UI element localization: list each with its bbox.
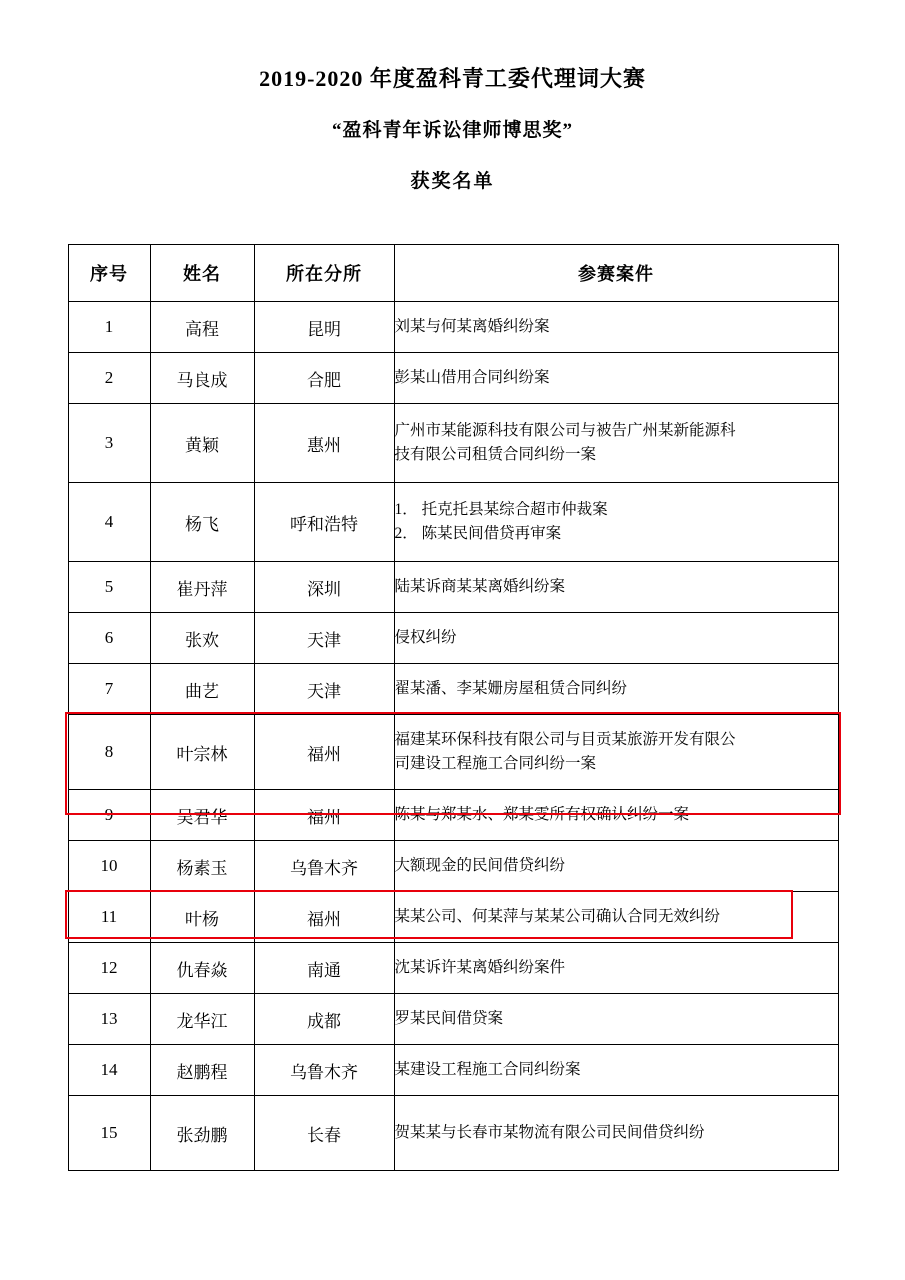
column-header-office: 所在分所 bbox=[254, 245, 394, 302]
cell-name: 杨飞 bbox=[150, 483, 254, 562]
cell-no: 9 bbox=[68, 790, 150, 841]
cell-case bbox=[394, 892, 838, 943]
cell-office: 合肥 bbox=[254, 353, 394, 404]
award-table bbox=[68, 244, 839, 1171]
cell-case bbox=[394, 562, 838, 613]
cell-office: 南通 bbox=[254, 943, 394, 994]
table-row bbox=[68, 1045, 838, 1096]
table-row bbox=[68, 1096, 838, 1171]
case-line: 2． 陈某民间借贷再审案 bbox=[394, 525, 562, 542]
cell-office: 成都 bbox=[254, 994, 394, 1045]
cell-office: 长春 bbox=[254, 1096, 394, 1171]
cell-name: 张劲鹏 bbox=[150, 1096, 254, 1171]
cell-case bbox=[394, 1096, 838, 1171]
column-header-no: 序号 bbox=[68, 245, 150, 302]
cell-no: 8 bbox=[68, 715, 150, 790]
cell-case bbox=[394, 483, 838, 562]
case-line: 翟某潘、李某姗房屋租赁合同纠纷 bbox=[394, 679, 628, 697]
case-line: 陆某诉商某某离婚纠纷案 bbox=[394, 577, 566, 595]
table-row bbox=[68, 841, 838, 892]
cell-name: 马良成 bbox=[150, 353, 254, 404]
cell-office: 乌鲁木齐 bbox=[254, 1045, 394, 1096]
case-line: 某建设工程施工合同纠纷案 bbox=[394, 1060, 581, 1078]
cell-case bbox=[394, 664, 838, 715]
case-line: 某某公司、何某萍与某某公司确认合同无效纠纷 bbox=[394, 907, 721, 925]
cell-no: 6 bbox=[68, 613, 150, 664]
cell-name: 崔丹萍 bbox=[150, 562, 254, 613]
cell-office: 天津 bbox=[254, 664, 394, 715]
column-header-case: 参赛案件 bbox=[394, 245, 838, 302]
cell-office: 福州 bbox=[254, 892, 394, 943]
page-footer-space bbox=[0, 1171, 905, 1231]
page-subtitle: “盈科青年诉讼律师博思奖” bbox=[331, 120, 573, 141]
table-row bbox=[68, 613, 838, 664]
cell-name: 赵鹏程 bbox=[150, 1045, 254, 1096]
case-line: 1． 托克托县某综合超市仲裁案 bbox=[394, 500, 608, 518]
cell-name: 张欢 bbox=[150, 613, 254, 664]
case-line: 沈某诉许某离婚纠纷案件 bbox=[394, 958, 566, 976]
cell-name: 高程 bbox=[150, 302, 254, 353]
table-row bbox=[68, 302, 838, 353]
page-title: 2019-2020 年度盈科青工委代理词大赛 bbox=[259, 66, 646, 91]
table-row bbox=[68, 404, 838, 483]
cell-name: 杨素玉 bbox=[150, 841, 254, 892]
table-row bbox=[68, 664, 838, 715]
table-row bbox=[68, 715, 838, 790]
table-header bbox=[68, 245, 838, 302]
case-line: 福建某环保科技有限公司与目贡某旅游开发有限公 bbox=[394, 730, 736, 748]
cell-name: 吴君华 bbox=[150, 790, 254, 841]
case-line: 广州市某能源科技有限公司与被告广州某新能源科 bbox=[394, 421, 736, 439]
cell-name: 叶宗林 bbox=[150, 715, 254, 790]
cell-no: 7 bbox=[68, 664, 150, 715]
cell-name: 龙华江 bbox=[150, 994, 254, 1045]
case-line: 技有限公司租赁合同纠纷一案 bbox=[394, 446, 597, 463]
cell-case bbox=[394, 790, 838, 841]
case-line: 司建设工程施工合同纠纷一案 bbox=[394, 755, 597, 772]
case-line: 彭某山借用合同纠纷案 bbox=[394, 368, 550, 386]
cell-office: 昆明 bbox=[254, 302, 394, 353]
cell-no: 4 bbox=[68, 483, 150, 562]
case-line: 大额现金的民间借贷纠纷 bbox=[394, 856, 566, 874]
table-row bbox=[68, 562, 838, 613]
table-body bbox=[68, 302, 838, 1171]
document-titles bbox=[0, 0, 905, 196]
case-line: 刘某与何某离婚纠纷案 bbox=[394, 317, 550, 335]
cell-office: 乌鲁木齐 bbox=[254, 841, 394, 892]
table-row bbox=[68, 892, 838, 943]
cell-office: 惠州 bbox=[254, 404, 394, 483]
table-row bbox=[68, 943, 838, 994]
table-row bbox=[68, 483, 838, 562]
cell-no: 14 bbox=[68, 1045, 150, 1096]
cell-no: 5 bbox=[68, 562, 150, 613]
cell-name: 曲艺 bbox=[150, 664, 254, 715]
case-line: 侵权纠纷 bbox=[394, 628, 457, 646]
cell-no: 11 bbox=[68, 892, 150, 943]
cell-case bbox=[394, 1045, 838, 1096]
cell-no: 1 bbox=[68, 302, 150, 353]
page-section-title: 获奖名单 bbox=[410, 170, 495, 192]
cell-case bbox=[394, 404, 838, 483]
cell-name: 叶杨 bbox=[150, 892, 254, 943]
table-row bbox=[68, 353, 838, 404]
cell-case bbox=[394, 613, 838, 664]
cell-case bbox=[394, 353, 838, 404]
cell-case bbox=[394, 943, 838, 994]
cell-case bbox=[394, 994, 838, 1045]
case-line: 罗某民间借贷案 bbox=[394, 1009, 504, 1027]
cell-case bbox=[394, 715, 838, 790]
cell-no: 13 bbox=[68, 994, 150, 1045]
cell-no: 2 bbox=[68, 353, 150, 404]
cell-office: 深圳 bbox=[254, 562, 394, 613]
table-row bbox=[68, 790, 838, 841]
column-header-name: 姓名 bbox=[150, 245, 254, 302]
table-row bbox=[68, 994, 838, 1045]
cell-no: 15 bbox=[68, 1096, 150, 1171]
cell-case bbox=[394, 302, 838, 353]
cell-office: 福州 bbox=[254, 790, 394, 841]
cell-no: 12 bbox=[68, 943, 150, 994]
cell-name: 黄颖 bbox=[150, 404, 254, 483]
case-line: 陈某与郑某水、郑某雯所有权确认纠纷一案 bbox=[394, 805, 690, 823]
cell-case bbox=[394, 841, 838, 892]
case-line: 贺某某与长春市某物流有限公司民间借贷纠纷 bbox=[394, 1123, 705, 1141]
cell-no: 3 bbox=[68, 404, 150, 483]
table-header-row bbox=[68, 245, 838, 302]
cell-no: 10 bbox=[68, 841, 150, 892]
award-table-wrapper bbox=[68, 244, 838, 1171]
cell-office: 福州 bbox=[254, 715, 394, 790]
cell-office: 天津 bbox=[254, 613, 394, 664]
cell-office: 呼和浩特 bbox=[254, 483, 394, 562]
cell-name: 仇春焱 bbox=[150, 943, 254, 994]
